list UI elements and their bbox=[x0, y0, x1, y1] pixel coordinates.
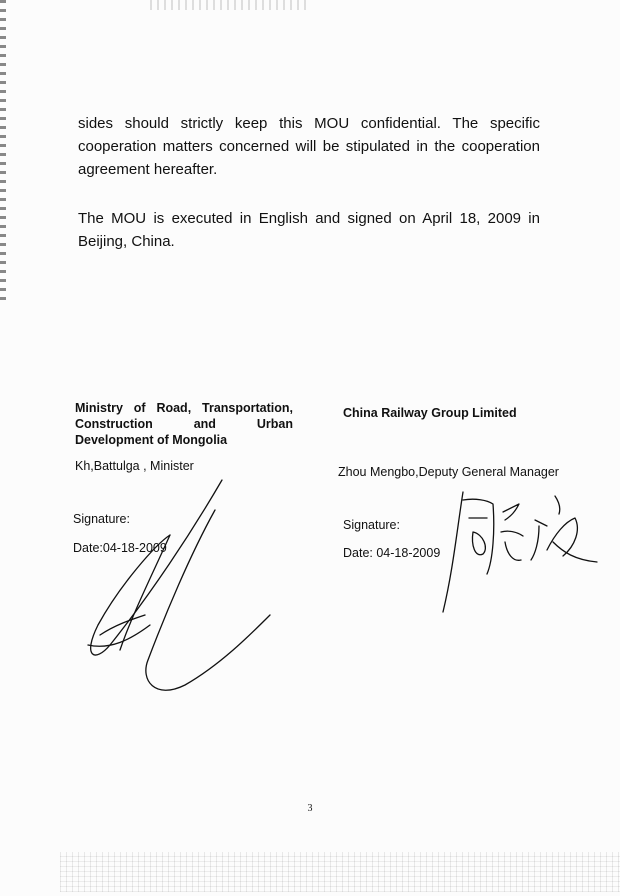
left-signature-label: Signature: bbox=[73, 512, 130, 526]
left-representative: Kh,Battulga , Minister bbox=[75, 459, 194, 473]
right-handwritten-signature bbox=[435, 490, 605, 615]
right-representative: Zhou Mengbo,Deputy General Manager bbox=[338, 465, 559, 479]
scan-noise-top bbox=[150, 0, 310, 10]
page-number: 3 bbox=[307, 803, 313, 814]
scan-noise-bottom bbox=[60, 852, 620, 892]
scan-edge-artifact bbox=[0, 0, 6, 300]
left-signature-date: Date:04-18-2009 bbox=[73, 541, 167, 555]
paragraph-confidentiality: sides should strictly keep this MOU confidential. The specific cooperation matters concerned will be stipulated in the cooperation agreement hereafter. bbox=[78, 115, 540, 178]
left-handwritten-signature bbox=[70, 475, 280, 695]
right-party-name: China Railway Group Limited bbox=[343, 406, 517, 420]
right-signature-label: Signature: bbox=[343, 518, 400, 532]
left-party-name: Ministry of Road, Transportation, Construction and Urban Development of Mongolia bbox=[75, 401, 293, 447]
paragraph-execution: The MOU is executed in English and signed on April 18, 2009 in Beijing, China. bbox=[78, 210, 540, 250]
right-signature-date: Date: 04-18-2009 bbox=[343, 546, 441, 560]
